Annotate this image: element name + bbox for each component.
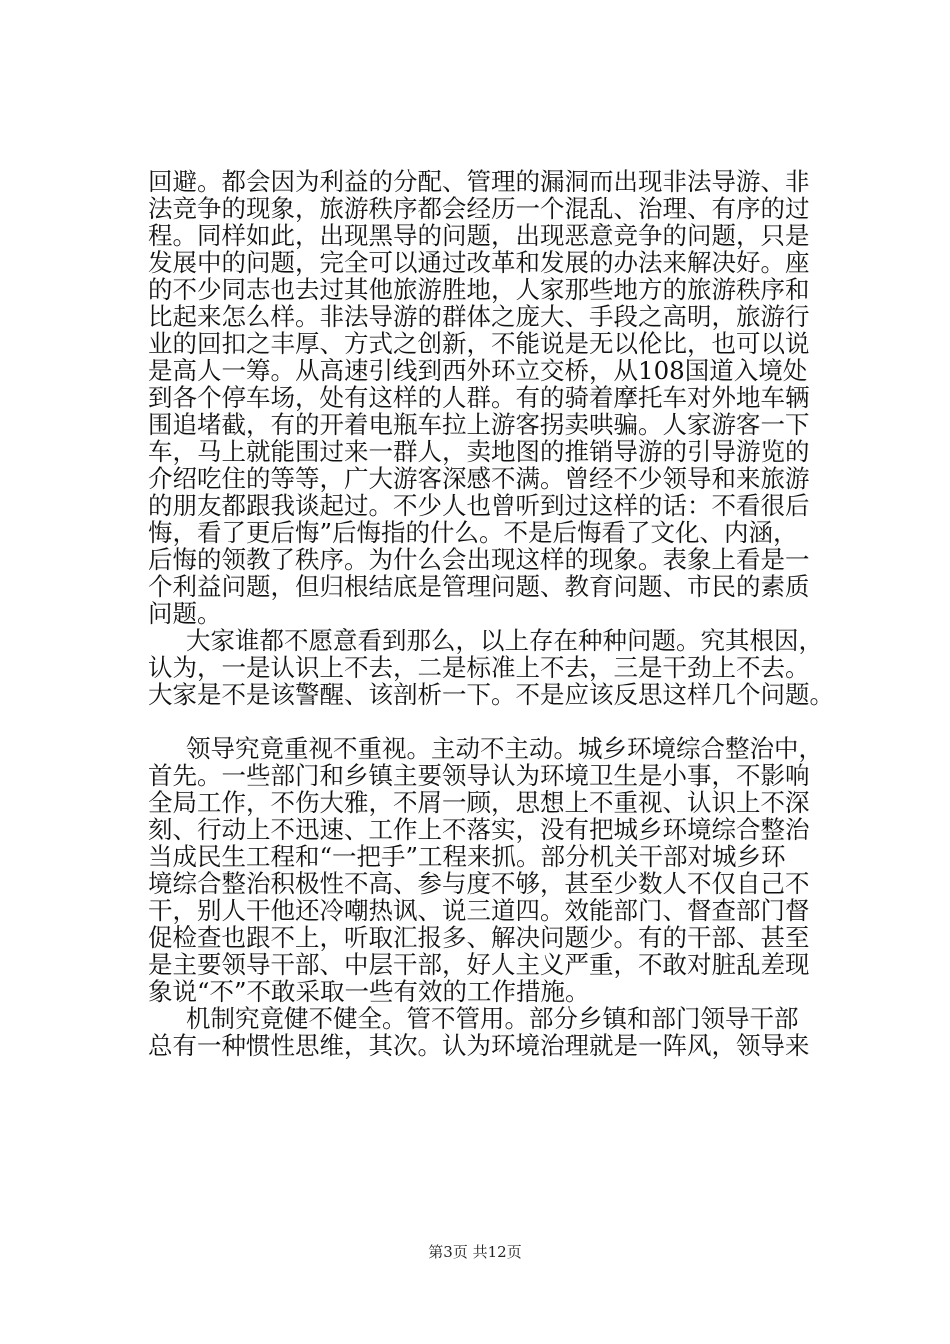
text-line: 总有一种惯性思维，其次。认为环境治理就是一阵风，领导来: [148, 1032, 810, 1059]
text-line: 比起来怎么样。非法导游的群体之庞大、手段之高明，旅游行: [148, 303, 810, 330]
text-line: 全局工作，不伤大雅，不屑一顾，思想上不重视、认识上不深: [148, 789, 810, 816]
text-line: 当成民生工程和“一把手”工程来抓。部分机关干部对城乡环: [148, 843, 786, 870]
text-line: 悔，看了更后悔”后悔指的什么。不是后悔看了文化、内涵，: [148, 519, 798, 546]
text-line: 业的回扣之丰厚、方式之创新，不能说是无以伦比，也可以说: [148, 330, 810, 357]
text-line: 到各个停车场，处有这样的人群。有的骑着摩托车对外地车辆: [148, 384, 810, 411]
text-line: 领导究竟重视不重视。主动不主动。城乡环境综合整治中，: [186, 735, 823, 762]
text-line: 发展中的问题，完全可以通过改革和发展的办法来解决好。座: [148, 249, 810, 276]
text-line: 回避。都会因为利益的分配、管理的漏洞而出现非法导游、非: [148, 168, 810, 195]
text-line: 认为，一是认识上不去，二是标准上不去，三是干劲上不去。: [148, 654, 810, 681]
text-line: 程。同样如此，出现黑导的问题，出现恶意竞争的问题，只是: [148, 222, 810, 249]
text-line: 的不少同志也去过其他旅游胜地，人家那些地方的旅游秩序和: [148, 276, 810, 303]
page-footer: 第3页 共12页: [428, 1243, 522, 1261]
text-line: 法竞争的现象，旅游秩序都会经历一个混乱、治理、有序的过: [148, 195, 810, 222]
text-line: 首先。一些部门和乡镇主要领导认为环境卫生是小事，不影响: [148, 762, 810, 789]
text-line: 介绍吃住的等等，广大游客深感不满。曾经不少领导和来旅游: [148, 465, 810, 492]
text-line: 个利益问题，但归根结底是管理问题、教育问题、市民的素质: [148, 573, 810, 600]
text-line: 刻、行动上不迅速、工作上不落实，没有把城乡环境综合整治: [148, 816, 810, 843]
text-line: 问题。: [148, 600, 222, 627]
text-line: 干，别人干他还冷嘲热讽、说三道四。效能部门、督查部门督: [148, 897, 810, 924]
text-line: 围追堵截，有的开着电瓶车拉上游客拐卖哄骗。人家游客一下: [148, 411, 810, 438]
paragraph-gap: [148, 708, 838, 735]
text-line: 大家是不是该警醒、该剖析一下。不是应该反思这样几个问题。: [148, 681, 834, 708]
text-line: 机制究竟健不健全。管不管用。部分乡镇和部门领导干部: [186, 1005, 799, 1032]
text-line: 后悔的领教了秩序。为什么会出现这样的现象。表象上看是一: [148, 546, 810, 573]
text-line: 是高人一筹。从高速引线到西外环立交桥，从108国道入境处: [148, 357, 808, 384]
document-body: [148, 168, 838, 1059]
text-line: 大家谁都不愿意看到那么，以上存在种种问题。究其根因，: [186, 627, 823, 654]
text-line: 象说“不”不敢采取一些有效的工作措施。: [148, 978, 590, 1005]
text-line: 是主要领导干部、中层干部，好人主义严重，不敢对脏乱差现: [148, 951, 810, 978]
text-line: 车，马上就能围过来一群人，卖地图的推销导游的引导游览的: [148, 438, 810, 465]
text-line: 促检查也跟不上，听取汇报多、解决问题少。有的干部、甚至: [148, 924, 810, 951]
text-line: 境综合整治积极性不高、参与度不够，甚至少数人不仅自己不: [148, 870, 810, 897]
text-line: 的朋友都跟我谈起过。不少人也曾听到过这样的话：不看很后: [148, 492, 810, 519]
